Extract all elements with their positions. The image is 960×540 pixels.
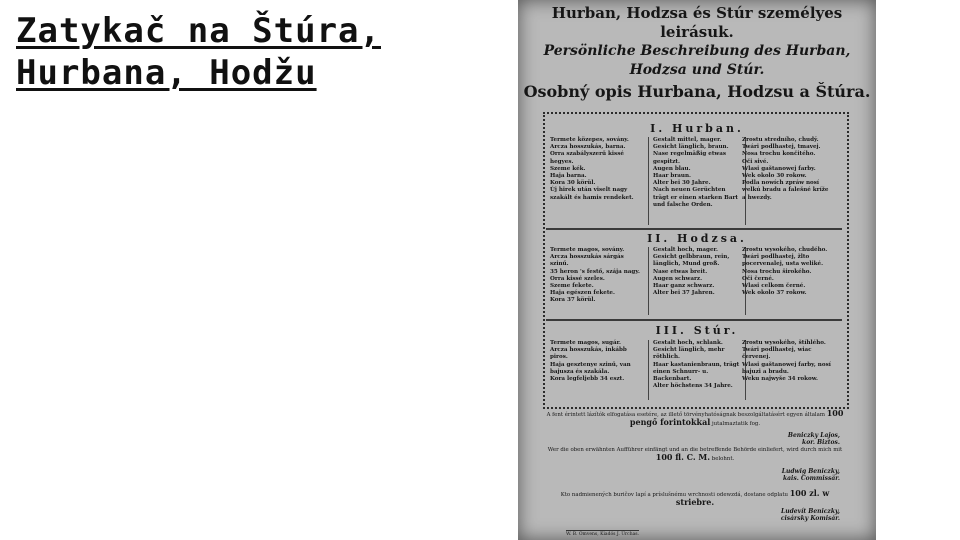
poster-header-slovak: Osobný opis Hurbana, Hodzsu a Štúra. bbox=[523, 82, 871, 101]
slide-title-line-1: Zatykač na Štúra, bbox=[16, 11, 381, 51]
printer-imprint: W. B. Omvens, Kiadós J. Úrchas. bbox=[566, 532, 640, 537]
slide-title bbox=[16, 10, 486, 94]
stur-desc-hungarian: Termete magos, sugár. Arcza hosszukás, inkább piros. Haja gesztenye szinű, van bajusza és szakála. Kora legfeljebb 34 eszt. bbox=[550, 340, 631, 383]
poster-header bbox=[518, 0, 876, 101]
hurban-desc-german: Gestalt mittel, mager. Gesicht länglich, braun. Nase regelmäßig etwas gespitzt. Augen blau. Haar braun. Alter bei 30 Jahre. Nach neuen Gerüchten trägt er einen starken Bart und falsche Orden. bbox=[648, 137, 746, 225]
wanted-poster-image bbox=[518, 0, 876, 540]
stur-desc-german: Gestalt hoch, schlank. Gesicht länglich, mehr röthlich. Haar kastanienbraun, trägt einen Schnurr- u. Backenbart. Alter höchstens 34 Jahre. bbox=[648, 340, 746, 400]
signature-hungarian: Beniczky Lajos, kor. Biztos. bbox=[787, 432, 840, 446]
section-divider bbox=[546, 228, 842, 230]
stur-desc-slovak: Zrostu wysokého, štíhlého. Twári podlhastej, wiac červenej. Wlasi gaštanowej farby, nosí bajuzi a bradu. Weku najwyše 34 rokow. bbox=[742, 340, 831, 383]
section-divider bbox=[546, 319, 842, 321]
reward-text-hungarian: A fent érintett lázítók elfogatása esetére, az illető törvényhatóságnak beszolgáltatásért egyen általam 100 pengő forintokkal jutalmaztatik fog. bbox=[546, 408, 844, 427]
section-title-hurban: I. Hurban. bbox=[650, 122, 744, 135]
hodzsa-desc-slovak: Zrostu wysokého, chudého. Twári podlhastej, žlto pocervenalej, usta weliké. Nosa trochu širokého. Oči černé. Wlasi celkom černé. Wek okolo 37 rokow. bbox=[742, 247, 828, 297]
section-title-stur: III. Stúr. bbox=[655, 324, 739, 337]
signature-slovak: Ludevít Beniczky, cisársky Komisár. bbox=[780, 508, 840, 522]
hurban-desc-slovak: Zrostu stredního, chudý. Twári podlhastej, tmavej. Nosa trochu končitého. Oči sivé. Wlasi gaštanowej farby. Wek okolo 30 rokow. Podla nowích zpráw nosí welkú bradu a falešné kríže a hwezdy. bbox=[742, 137, 829, 201]
poster-header-german: Persönliche Beschreibung des Hurban, Hodzsa und Stúr. bbox=[543, 43, 851, 78]
poster-header-hungarian: Hurban, Hodzsa és Stúr személyes leirásuk. bbox=[551, 4, 843, 41]
hurban-desc-hungarian: Termete közepes, sovány. Arcza hosszukás, barna. Orra szabályszerű kissé hegyes. Szeme kék. Haja barna. Kora 30 körül. Új hirek után viselt nagy szakált és hamis rendeket. bbox=[550, 137, 634, 201]
reward-text-german: Wer die oben erwähnten Aufführer einfängt und an die betreffende Behörde einliefert, wird durch mich mit 100 fl. C. M. belohnt. bbox=[547, 447, 843, 462]
signature-german: Ludwig Beniczky, kais. Commissär. bbox=[781, 468, 840, 482]
hodzsa-desc-german: Gestalt hoch, mager. Gesicht gelbbraun, rein, länglich, Mund groß. Nase etwas breit. Augen schwarz. Haar ganz schwarz. Alter bei 37 Jahren. bbox=[648, 247, 746, 315]
hodzsa-desc-hungarian: Termete magos, sovány. Arcza hosszukás sárgás szinű. 35 heron 's festő, szája nagy. Orra kissé szeles. Szeme fekete. Haja egészen fekete. Kora 37 körül. bbox=[550, 247, 640, 304]
section-title-hodzsa: II. Hodzsa. bbox=[647, 232, 747, 245]
reward-text-slovak: Kto nadmienených buričov lapí a príslušnému wrchnosti odewzdá, dostane odplatu 100 zl. w striebre. bbox=[560, 488, 830, 507]
slide-title-line-2: Hurbana, Hodžu bbox=[16, 53, 317, 93]
